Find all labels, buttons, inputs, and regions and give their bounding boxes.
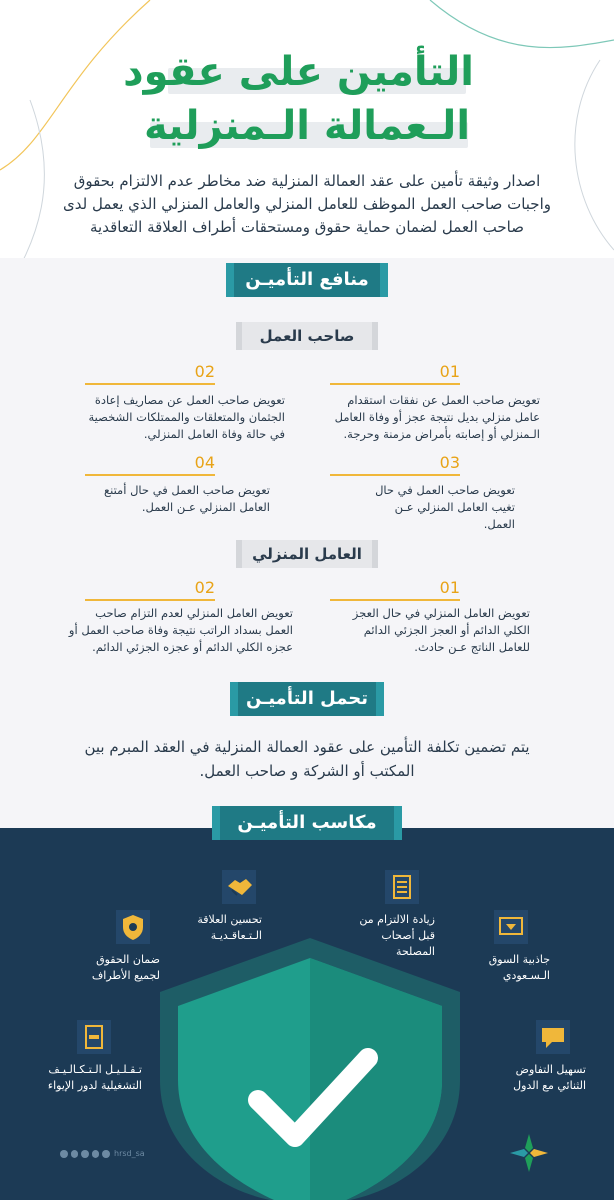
employer-item-01-text: تعويض صاحب العمل عن نفقات استقدام عامل منزلي بديل نتيجة عجز أو وفاة العامل الـمنزلي أو إصابته بأمراض مزمنة وحرجة. [334, 393, 540, 441]
worker-item-01-number: 01 [330, 578, 460, 601]
gain-label-relationship: تحسين العلاقة الـتـعاقـديـة [197, 913, 262, 942]
social-icons [60, 1150, 110, 1160]
benefits-heading: منافع التأميـن [232, 263, 382, 297]
gains-heading: مكاسب التأميـن [218, 806, 396, 840]
employer-item-04-number: 04 [85, 453, 215, 476]
social-icon-3[interactable] [81, 1150, 89, 1158]
social-icon-2[interactable] [71, 1150, 79, 1158]
gain-label-commitment: زيادة الالتزام من قبل أصحاب المصلحة [359, 913, 435, 958]
page-title-line2: الـعمالة الـمنزلية [143, 103, 471, 149]
footer-handle: hrsd_sa [114, 1149, 145, 1158]
social-icon-4[interactable] [92, 1150, 100, 1158]
shield-badge-icon [116, 910, 150, 944]
ministry-logo-icon [506, 1130, 552, 1176]
gain-label-rights: ضمان الحقوق لجميع الأطراف [91, 953, 160, 982]
employer-item-01-number: 01 [330, 362, 460, 385]
bearer-heading: تحمل التأميـن [236, 682, 378, 716]
social-icon-5[interactable] [102, 1150, 110, 1158]
employer-item-04-text: تعويض صاحب العمل في حال أمتنع العامل المنزلي عـن العمل. [104, 483, 270, 514]
document-icon [77, 1020, 111, 1054]
worker-item-02-text: تعويض العامل المنزلي لعدم التزام صاحب العمل بسداد الراتب نتيجة وفاة صاحب العمل أو عجزه الكلي الدائم أو عجزه الجزئي الدائم. [68, 606, 293, 654]
gain-label-costs: تـقـلـيـل الـتـكـالـيـف التشغيلية لدور الإيواء [47, 1063, 142, 1092]
intro-paragraph: اصدار وثيقة تأمين على عقد العمالة المنزلية ضد مخاطر عدم الالتزام بحقوق واجبات صاحب العمل الموظف للعامل المنزلي والعامل المنزلي الذي يعمل لدى صاحب العمل لضمان حماية حقوق ومستحقات أطراف العلاقة التعاقدية [63, 172, 551, 236]
gain-label-negotiation: تسهيل التفاوض الثنائي مع الدول [513, 1063, 586, 1092]
shield-check-icon [150, 930, 470, 1200]
worker-item-01-text: تعويض العامل المنزلي في حال العجز الكلي الدائم أو العجز الجزئي الدائم للعامل الناتج عـن حادث. [352, 606, 530, 654]
gain-label-market: جاذبية السوق الـسـعودي [488, 953, 550, 982]
social-icon-1[interactable] [60, 1150, 68, 1158]
handshake-icon [222, 870, 256, 904]
employer-item-03-text: تعويض صاحب العمل في حال تغيب العامل المنزلي عـن العمل. [375, 483, 515, 531]
worker-item-02-number: 02 [85, 578, 215, 601]
employer-item-03-number: 03 [330, 453, 460, 476]
checklist-icon [385, 870, 419, 904]
employer-heading: صاحب العمل [240, 322, 374, 350]
page-title-line1: التأمين على عقود [123, 49, 474, 95]
employer-item-02-text: تعويض صاحب العمل عن مصاريف إعادة الجثمان والمتعلقات والممتلكات الشخصية في حالة وفاة العامل المنزلي. [88, 393, 285, 441]
employer-item-02-number: 02 [85, 362, 215, 385]
bearer-text: يتم تضمين تكلفة التأمين على عقود العمالة المنزلية في العقد المبرم بين المكتب أو الشركة و صاحب العمل. [84, 738, 530, 780]
worker-heading: العامل المنزلي [240, 540, 374, 568]
diamond-screen-icon [494, 910, 528, 944]
chat-icon [536, 1020, 570, 1054]
